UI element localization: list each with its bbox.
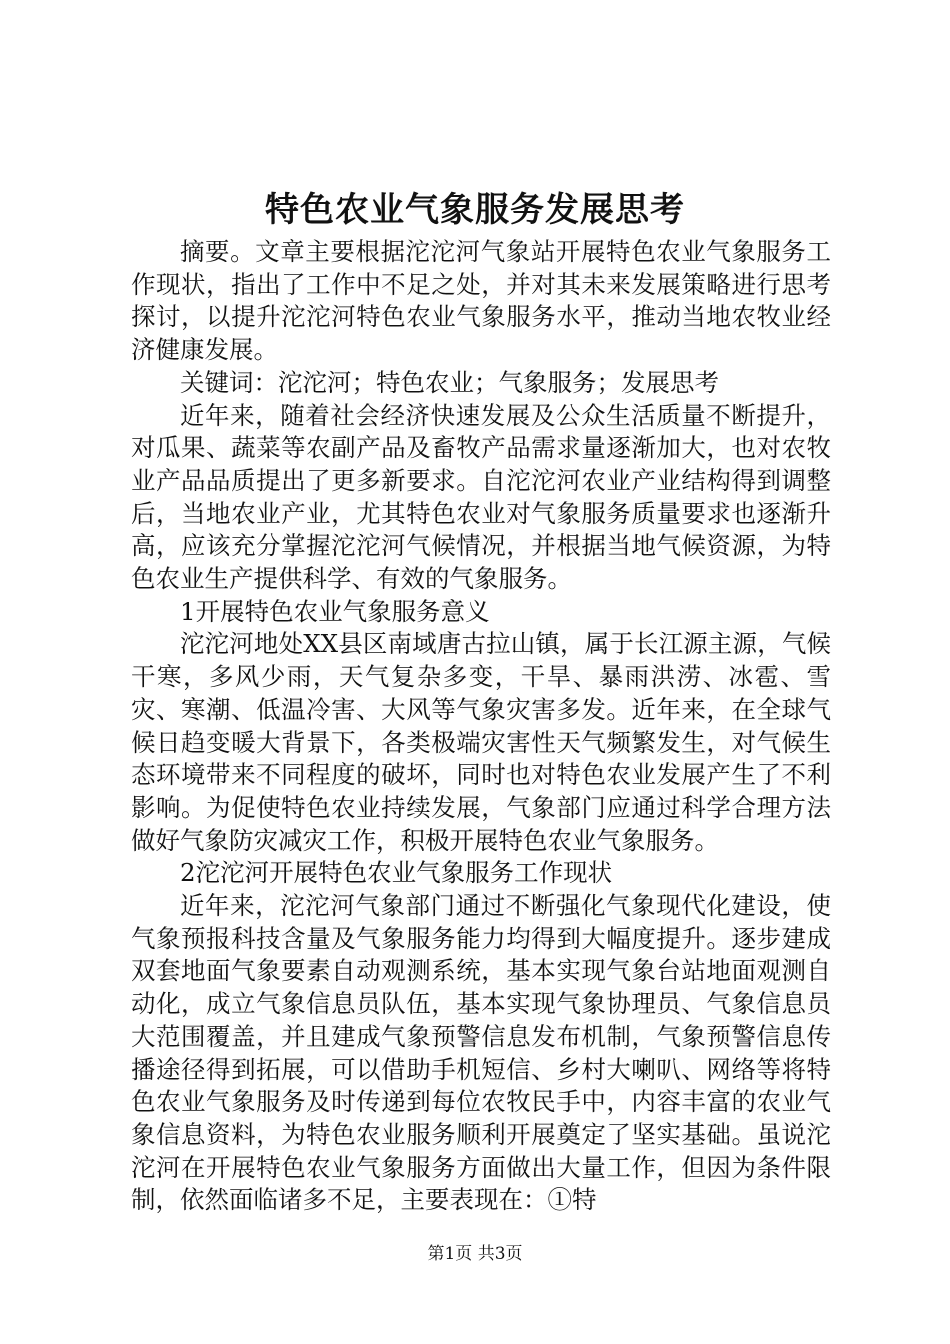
section-1-heading: 1开展特色农业气象服务意义 xyxy=(180,596,490,626)
section-2-heading: 2沱沱河开展特色农业气象服务工作现状 xyxy=(180,858,613,888)
section-1-paragraph: 沱沱河地处XX县区南域唐古拉山镇，属于长江源主源，气候干寒，多风少雨，天气复杂多变，干旱、暴雨洪涝、冰雹、雪灾、寒潮、低温冷害、大风等气象灾害多发。近年来，在全球气候日趋变暖大背景下，各类极端灾害性天气频繁发生，对气候生态环境带来不同程度的破坏，同时也对特色农业发展产生了不利影响。为促使特色农业持续发展，气象部门应通过科学合理方法做好气象防灾减灾工作，积极开展特色农业气象服务。 xyxy=(131,629,831,855)
abstract-paragraph: 摘要。文章主要根据沱沱河气象站开展特色农业气象服务工作现状，指出了工作中不足之处，并对其未来发展策略进行思考探讨，以提升沱沱河特色农业气象服务水平，推动当地农牧业经济健康发展。 xyxy=(131,237,831,365)
document-body xyxy=(131,236,831,1217)
section-2-paragraph: 近年来，沱沱河气象部门通过不断强化气象现代化建设，使气象预报科技含量及气象服务能力均得到大幅度提升。逐步建成双套地面气象要素自动观测系统，基本实现气象台站地面观测自动化，成立气象信息员队伍，基本实现气象协理员、气象信息员大范围覆盖，并且建成气象预警信息发布机制，气象预警信息传播途径得到拓展，可以借助手机短信、乡村大喇叭、网络等将特色农业气象服务及时传递到每位农牧民手中，内容丰富的农业气象信息资料，为特色农业服务顺利开展奠定了坚实基础。虽说沱沱河在开展特色农业气象服务方面做出大量工作，但因为条件限制，依然面临诸多不足，主要表现在：①特 xyxy=(131,891,831,1215)
keywords-paragraph: 关键词：沱沱河；特色农业；气象服务；发展思考 xyxy=(180,367,719,397)
intro-paragraph: 近年来，随着社会经济快速发展及公众生活质量不断提升，对瓜果、蔬菜等农副产品及畜牧产品需求量逐渐加大，也对农牧业产品品质提出了更多新要求。自沱沱河农业产业结构得到调整后，当地农业产业，尤其特色农业对气象服务质量要求也逐渐升高，应该充分掌握沱沱河气候情况，并根据当地气候资源，为特色农业生产提供科学、有效的气象服务。 xyxy=(131,400,831,594)
page-footer: 第1页 共3页 xyxy=(427,1244,523,1264)
document-title: 特色农业气象服务发展思考 xyxy=(265,190,685,230)
